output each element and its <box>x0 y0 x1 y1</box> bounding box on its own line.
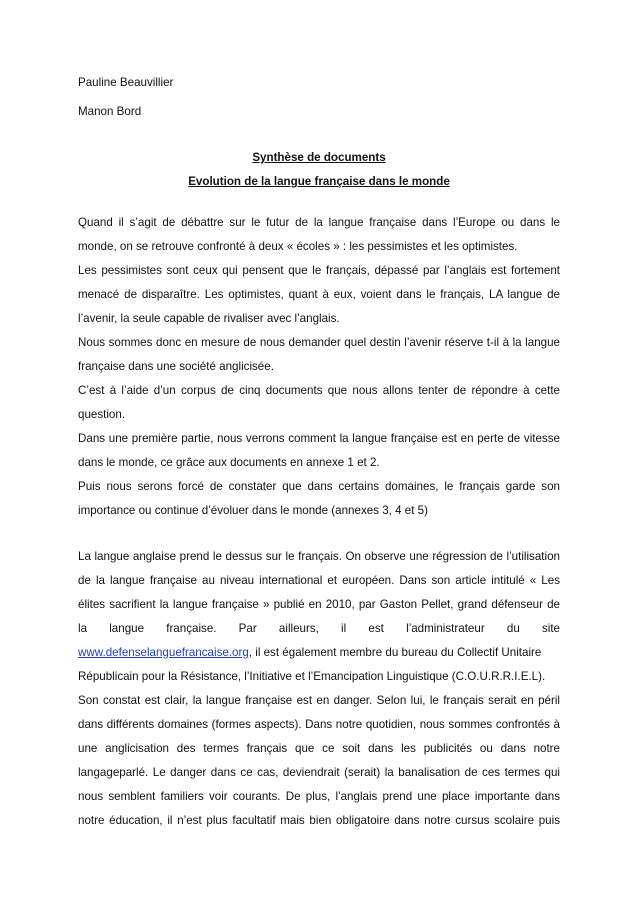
body-paragraphs <box>78 545 560 833</box>
text-line: la langue française. Par ailleurs, il est l’administrateur du site <box>78 622 560 635</box>
text-line: langageparlé. Le danger dans ce cas, deviendrait (serait) la banalisation de ces termes qui <box>78 766 560 779</box>
text-line: nous semblent familiers voir courants. De plus, l’anglais prend une place importante dans <box>78 790 560 803</box>
document-subtitle: Evolution de la langue française dans le monde <box>188 175 450 188</box>
text-line: élites sacrifient la langue française » publié en 2010, par Gaston Pellet, grand défenseur de <box>78 598 560 611</box>
text-line: Dans une première partie, nous verrons comment la langue française est en perte de vitesse <box>78 432 560 445</box>
intro-paragraphs <box>78 211 560 523</box>
text-line-with-link <box>78 641 560 665</box>
text-line: question. <box>78 408 126 421</box>
text-line: l’avenir, la seule capable de rivaliser avec l’anglais. <box>78 312 340 325</box>
text-line: Son constat est clair, la langue française est en danger. Selon lui, le français serait en péril <box>78 694 560 707</box>
website-link[interactable]: www.defenselanguefrancaise.org <box>78 646 249 659</box>
text-line: Nous sommes donc en mesure de nous demander quel destin l’avenir réserve t-il à la langue <box>78 336 560 349</box>
author-name: Manon Bord <box>78 105 142 118</box>
text-line: notre éducation, il n’est plus facultatif mais bien obligatoire dans notre cursus scolaire puis <box>78 814 560 827</box>
text-line: Puis nous serons forcé de constater que dans certains domaines, le français garde son <box>78 480 560 493</box>
text-line: La langue anglaise prend le dessus sur le français. On observe une régression de l’utilisation <box>78 550 560 563</box>
text-line: importance ou continue d’évoluer dans le monde (annexes 3, 4 et 5) <box>78 504 428 517</box>
text-line: dans différents domaines (formes aspects). Dans notre quotidien, nous sommes confrontés à <box>78 718 560 731</box>
text-line: dans le monde, ce grâce aux documents en annexe 1 et 2. <box>78 456 380 469</box>
text-line: une anglicisation des termes français que ce soit dans les publicités ou dans notre <box>78 742 560 755</box>
text-line: de la langue française au niveau international et européen. Dans son article intitulé « Les <box>78 574 560 587</box>
document-title: Synthèse de documents <box>252 151 386 164</box>
text-line: Les pessimistes sont ceux qui pensent que le français, dépassé par l’anglais est fortement <box>78 264 560 277</box>
text-line: Quand il s’agit de débattre sur le futur de la langue française dans l’Europe ou dans le <box>78 216 560 229</box>
author-name: Pauline Beauvillier <box>78 76 174 89</box>
text-line: Républicain pour la Résistance, l’Initiative et l’Emancipation Linguistique (C.O.U.R.R.I.E.L). <box>78 670 546 683</box>
text-line: C’est à l’aide d’un corpus de cinq documents que nous allons tenter de répondre à cette <box>78 384 560 397</box>
text-fragment: , il est également membre du bureau du Collectif Unitaire <box>248 646 542 659</box>
text-line: menacé de disparaître. Les optimistes, quant à eux, voient dans le français, LA langue de <box>78 288 560 301</box>
text-line: française dans une société anglicisée. <box>78 360 274 373</box>
text-line: monde, on se retrouve confronté à deux « écoles » : les pessimistes et les optimistes. <box>78 240 518 253</box>
